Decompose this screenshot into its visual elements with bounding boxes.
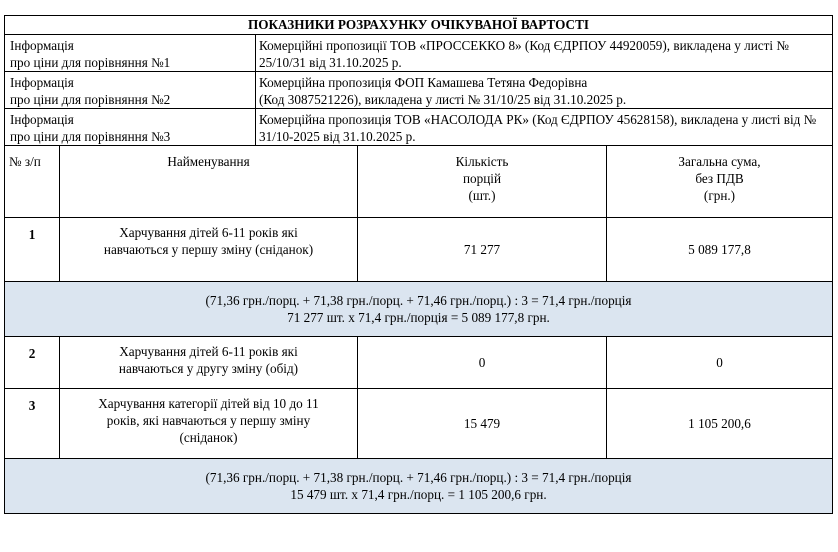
info-label-2: Інформація про ціни для порівняння №2 [10, 75, 171, 107]
estimate-document [4, 15, 832, 514]
info-label-3: Інформація про ціни для порівняння №3 [10, 112, 171, 144]
info-label-1: Інформація про ціни для порівняння №1 [10, 38, 171, 70]
calc-row [5, 282, 833, 337]
info-table [4, 15, 833, 146]
info-row-3 [5, 109, 833, 146]
info-text-1: Комерційні пропозиції ТОВ «ПРОССЕККО 8» (Код ЄДРПОУ 44920059), викладена у листі № 25/10/31 від 31.10.2025 р. [259, 38, 789, 70]
header-row [5, 146, 833, 218]
column-header-qty: Кількість порцій (шт.) [455, 154, 509, 203]
document-title: ПОКАЗНИКИ РОЗРАХУНКУ ОЧІКУВАНОЇ ВАРТОСТІ [5, 16, 833, 35]
row-number: 2 [5, 337, 60, 389]
table-row [5, 389, 833, 459]
info-row-1 [5, 35, 833, 72]
row-sum: 5 089 177,8 [607, 218, 833, 282]
column-header-name: Найменування [60, 146, 358, 218]
row-sum: 1 105 200,6 [607, 389, 833, 459]
info-row-2 [5, 72, 833, 109]
row-name: Харчування категорії дітей від 10 до 11 років, які навчаються у першу зміну (сніданок) [98, 396, 319, 445]
row-name: Харчування дітей 6-11 років які навчаються у першу зміну (сніданок) [103, 225, 314, 257]
row-qty: 71 277 [358, 218, 607, 282]
column-header-sum: Загальна сума, без ПДВ (грн.) [678, 154, 761, 203]
column-header-num: № з/п [5, 146, 60, 218]
calc-text: (71,36 грн./порц. + 71,38 грн./порц. + 71,46 грн./порц.) : 3 = 71,4 грн./порція 15 479 шт. х 71,4 грн./порц. = 1 105 200,6 грн. [205, 470, 632, 502]
row-name: Харчування дітей 6-11 років які навчаються у другу зміну (обід) [118, 344, 299, 376]
calculation-table [4, 145, 833, 514]
calc-text: (71,36 грн./порц. + 71,38 грн./порц. + 71,46 грн./порц.) : 3 = 71,4 грн./порція 71 277 шт. х 71,4 грн./порція = 5 089 177,8 грн. [205, 293, 632, 325]
row-qty: 15 479 [358, 389, 607, 459]
row-number: 1 [5, 218, 60, 282]
calc-row [5, 459, 833, 514]
info-text-3: Комерційна пропозиція ТОВ «НАСОЛОДА РК» (Код ЄДРПОУ 45628158), викладена у листі від № 31/10-2025 від 31.10.2025 р. [259, 112, 817, 144]
info-text-2: Комерційна пропозиція ФОП Камашева Тетяна Федорівна (Код 3087521226), викладена у листі № 31/10/25 від 31.10.2025 р. [259, 75, 627, 107]
row-number: 3 [5, 389, 60, 459]
title-row [5, 16, 833, 35]
table-row [5, 218, 833, 282]
table-row [5, 337, 833, 389]
row-sum: 0 [607, 337, 833, 389]
row-qty: 0 [358, 337, 607, 389]
